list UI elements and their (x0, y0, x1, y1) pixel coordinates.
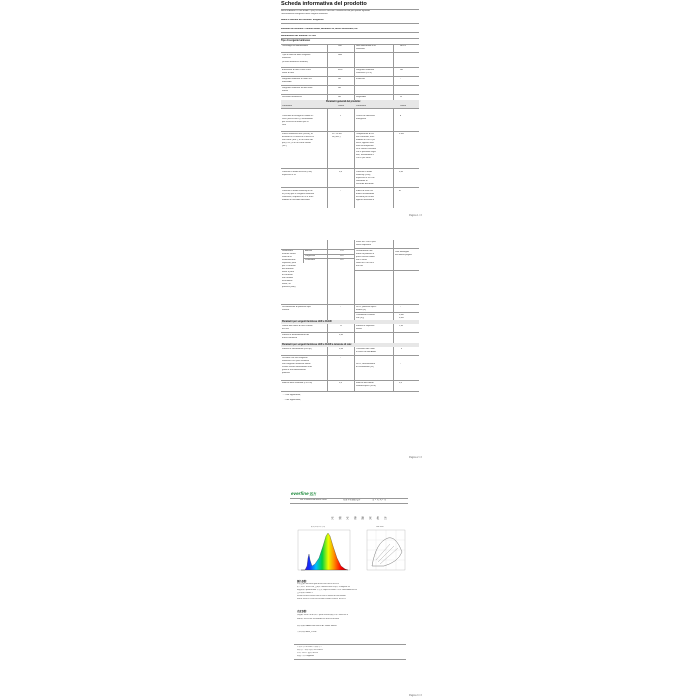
mains-label-2: Coerenza dei colori (356, 348, 375, 350)
footer-line: 产品型号: GT-002 产品编号: - (297, 646, 322, 648)
param-label-2: tondata ai 100 K più (356, 139, 376, 141)
footer-line: 温度: 25.0℃ 湿度: 60.0% (297, 652, 319, 654)
led-value: 0,90 (339, 334, 344, 336)
param-label-2: vallo di temperatu- (356, 145, 374, 147)
spectrum-curve (301, 533, 348, 570)
mains-heading: Parametri per sorgenti luminose LED e OLED a tensione di rete: (282, 343, 352, 346)
param-value-2: 3.000 (399, 133, 405, 135)
param-label-2: oppure intervallo di (356, 199, 375, 201)
param-label-2: 100 K più vicini (356, 157, 371, 159)
rule (281, 38, 419, 39)
mains-label: luminosa LED può sostituire (282, 360, 310, 362)
equiv-value-2: - (400, 306, 401, 308)
rule (281, 391, 419, 392)
col-rule (393, 108, 394, 208)
led-label-2: venza (356, 328, 362, 330)
type-label: luminosa (282, 57, 291, 59)
type-label: A tensione di rete o non a ten- (282, 69, 312, 71)
dims-value: 110 (340, 259, 344, 261)
rule (290, 503, 408, 504)
type-label: (o altra interfaccia elettrica) (282, 61, 309, 63)
type-label-2b: connessa (CLS) (356, 72, 372, 74)
color-param-line: 相关色温: Tc=2973K 主波长: λd=583.1nm 色纯度: Purity=56.3% (297, 586, 351, 588)
spectrum-plot (293, 526, 353, 576)
col-header: Parametro (282, 105, 293, 107)
footnote: "*": non applicabile; (282, 399, 301, 401)
type-value: No (338, 96, 341, 98)
dims-label: unità di di- (282, 256, 293, 258)
param-label: per eccesso all'intero più vi- (282, 121, 309, 123)
regulation-line-2: l'etichettatura energetica delle sorgenti luminose (281, 13, 328, 15)
type-label: nanza (282, 90, 288, 92)
col-header: Parametro (356, 105, 367, 107)
param-value-2: 80 (399, 190, 402, 192)
type-heading: Tipo di sorgente luminosa: (281, 40, 311, 42)
dims-label: presenti (mm) (282, 286, 296, 288)
model-identifier: Identificativo del modello: GT-002 (281, 35, 316, 37)
param-value: 0,4 (339, 171, 343, 173)
dims-label: esterne senza (282, 253, 296, 255)
photo-param-line: 测试仪器: HAAS-2000 HSPS AC Power Source (297, 625, 337, 627)
param-label-2: all'intero più vicino, (356, 196, 375, 198)
param-label-2: espressa in W e ar- (356, 177, 375, 179)
dims-value: 110 (340, 255, 344, 257)
equiv-label: valente* (282, 309, 290, 311)
type-label: Tecnologia di illuminazione (282, 45, 309, 47)
param-label: ceso (kWh/1000 h), arrotondato (282, 118, 313, 120)
param-label-2: Classe di efficienza (356, 115, 375, 117)
col-header: Valore (400, 105, 407, 107)
mains-value-2: - (400, 363, 401, 365)
type-value-2: No (400, 69, 403, 71)
type-value-2: NDLS (400, 45, 406, 47)
mains-label: una sorgente luminosa fluore- (282, 363, 311, 365)
param-value-2: A (400, 115, 402, 117)
param-label-2: 800 nm (356, 265, 364, 267)
equiv-label-2: Se sì, potenza equiv- (356, 306, 377, 308)
rule (281, 76, 419, 77)
chroma-label: Coordinate cromati- (356, 314, 376, 316)
param-value-2: Vedi immagine (395, 251, 410, 253)
photo-param-line: 电参数: U=220.0V I=0.0383A P=5.40W PF=0.6400 (297, 618, 340, 620)
type-value: MLS (338, 69, 343, 71)
mains-label: potenza (282, 372, 290, 374)
col-rule (354, 240, 355, 392)
col-rule (327, 240, 328, 392)
param-value: ra (360°) (332, 136, 341, 138)
led-label: flusso luminoso (282, 337, 298, 339)
param-label-2: Distribuzione uni- (356, 250, 373, 252)
equiv-value: - (340, 306, 341, 308)
report-page: 第 1 页 共 1 页 (372, 499, 387, 501)
dims-label: di controllo (282, 274, 293, 276)
mains-label: Fattore di sfasamento (cos φ1) (282, 348, 312, 350)
col-rule (393, 240, 394, 392)
page-title: Scheda informativa del prodotto (281, 1, 367, 7)
type-value: N/A (338, 54, 342, 56)
param-label-2: Indice di resa cro- (356, 190, 374, 192)
logo-text: everfine (291, 491, 309, 496)
type-value: No (338, 87, 341, 89)
locus (372, 538, 402, 566)
spectrum-title: 相对光谱功率分布 (311, 526, 326, 528)
mains-value: 0,36 (339, 348, 344, 350)
mains-value: 0,5 (339, 382, 343, 384)
param-label-2: vicini, oppure inter- (356, 142, 375, 144)
logo-cn: 远方 (309, 492, 317, 496)
photo-params-heading: 光度参数: (297, 611, 307, 613)
mains-label: scente senza alimentatore inte- (282, 366, 313, 368)
rule (281, 187, 419, 188)
equiv-label-2: alente (W) (356, 309, 367, 311)
param-label: cino (282, 124, 287, 126)
param-label-2: nte in sfera (356, 259, 367, 261)
color-param-line: R9=11 R10=72 R11=78 R12=64 R13=81 R14=97 R15=73 (297, 598, 346, 600)
param-label: dicando se si riferisce al flusso in (282, 136, 314, 138)
led-value: 11 (340, 325, 343, 327)
rule (354, 248, 419, 249)
param-label-2: lore correlata, arro- (356, 136, 375, 138)
dims-label: per il controllo (282, 265, 296, 267)
rule (281, 332, 419, 333)
mains-label-2: Se sì, dichiarazione (356, 363, 376, 365)
param-label-2: rotondata al (356, 180, 368, 182)
rule (354, 312, 419, 313)
rule (294, 659, 406, 660)
col-header: Valore (338, 105, 345, 107)
param-label: espressa in W (282, 174, 296, 176)
page-number: Pagina 1 / 3 (409, 214, 422, 217)
param-value: 2 (340, 115, 342, 117)
dims-label: zione, se (282, 283, 291, 285)
param-label: (90°) (282, 145, 287, 147)
param-label-2: che è possibile rego- (356, 151, 377, 153)
led-label: tica R9 (282, 328, 289, 330)
rule (281, 108, 419, 109)
chroma-value: 0,403 (399, 317, 405, 319)
color-params-heading: 颜色参数: (297, 581, 307, 583)
dims-key: Altezza (305, 250, 313, 252)
param-label-2: ranza fra 250 nm e (356, 262, 375, 264)
dims-value: 125 (340, 250, 344, 252)
rule (281, 32, 419, 33)
param-label-2: sibile impostare (356, 244, 372, 246)
dims-key: Larghezza (305, 255, 316, 257)
param-label-2: re di colore correlata (356, 148, 376, 150)
rule (281, 168, 419, 169)
led-heading: Parametri per sorgenti luminose LED e OLED: (282, 320, 333, 323)
type-label-2: Regolabile (356, 96, 367, 98)
color-param-line: 显色指数: Ra=81.2 (297, 592, 313, 594)
page-number: Pagina 3 / 3 (409, 694, 422, 697)
param-label-2: Temperatura di co- (356, 133, 375, 135)
param-label: Flusso luminoso utile (Φuse), in- (282, 133, 314, 135)
mains-label-2: di sostituibilità (W) (356, 366, 374, 368)
param-label-2: Potenza in modo (356, 171, 373, 173)
param-label-2: valori IRC che è pos- (356, 241, 377, 243)
color-param-line: 峰值波长: λp=608.0nm 半宽度: Δλp=115.8nm 红色比: Red Ratio=16.9% (297, 589, 358, 591)
type-value-2: Si (400, 96, 402, 98)
led-label: Fattore di mantenimento del (282, 334, 310, 336)
led-value-2: 1,00 (399, 325, 404, 327)
photo-param-line: 光通量: Φ=317.0 lm 光效: η=58.8 lm/W 辐射功率: Φe=0.93 W (297, 614, 349, 616)
dims-label: alimentazione (282, 259, 296, 261)
col-rule (354, 108, 355, 208)
type-value: LED (338, 45, 343, 47)
type-label-2: Non direzionale o di- (356, 45, 377, 47)
report-header: 光谱分析测试报告 (343, 499, 361, 501)
dims-key: Profondità (305, 259, 315, 261)
mains-label: Dichiara che una sorgente (282, 357, 308, 359)
mains-value-2: 0,3 (399, 382, 403, 384)
type-label: Schermo antiriflesso (282, 96, 302, 98)
mains-label-2: stroboscopico (SVM) (356, 385, 377, 387)
rule (281, 355, 419, 356)
grid (367, 530, 405, 570)
footer-line: 测试员: - 测试日期: 2021-08-12 (297, 649, 324, 651)
footer-line: 制造厂商: Kingfisher (297, 655, 315, 657)
report-title: 光 源 光 谱 测 试 报 告 (331, 516, 389, 520)
color-param-line: 色品坐标: x=0.4443 y=0.4031/u'=0.2509 v'=0.5121 (297, 583, 340, 585)
type-value-2: - (400, 78, 401, 80)
rule (281, 304, 419, 305)
dims-label: dell'illumina- (282, 268, 294, 270)
type-label: Sorgente luminosa ad alta lumi- (282, 87, 313, 89)
param-label: Consumo di energia in modo ac- (282, 115, 314, 117)
cie-chart (362, 526, 407, 576)
cie-title: CIE 1931 (376, 526, 384, 528)
type-value: No (338, 78, 341, 80)
dims-label: all'illumina- (282, 280, 293, 282)
rule (281, 85, 419, 86)
param-label: connesse, espressa in W e arro- (282, 196, 314, 198)
dims-label: Dimensioni (282, 250, 293, 252)
param-label: una sfera (360°), in un cono am- (282, 139, 314, 141)
param-label: Potenza in modo acceso (Pon) (282, 171, 312, 173)
param-value-2: nell'ultima pagina (395, 254, 412, 256)
type-label: tonizzabili (282, 81, 292, 83)
param-value: 317 in sfe- (332, 133, 343, 135)
rule (281, 131, 419, 132)
rule (281, 380, 419, 381)
mains-value-2: 4 (401, 348, 403, 350)
everfine-logo (291, 491, 316, 496)
led-label-2: Fattore di sopravvi- (356, 325, 375, 327)
param-label-2: secondo decimale (356, 183, 374, 185)
mains-value: - (340, 357, 341, 359)
equiv-label: Dichiarazione di potenza equi- (282, 306, 312, 308)
led-label: Valore dell'indice di resa croma- (282, 325, 313, 327)
rule (354, 270, 419, 271)
dims-label: separata, parti (282, 262, 296, 264)
param-value-2: 0,90 (399, 171, 404, 173)
regulation-line-1: REGOLAMENTO DELEGATO (UE) 2019/2015 DELLA COMMISSIONE per quanto riguarda (281, 10, 370, 12)
param-label: te (Pnet) per le sorgenti luminose (282, 193, 315, 195)
type-label-2b: rezionale (356, 48, 365, 50)
col-rule (327, 108, 328, 208)
param-value: - (340, 190, 341, 192)
param-label-2: forme di potenza a (356, 253, 375, 255)
footnote: "-": non applicabile; (282, 394, 301, 396)
supplier-address: Indirizzo del fornitore: Prolona GmbH, Bruhmstr 56, 40239 Düsseldorf, DE (281, 28, 358, 30)
spectrum-chart (293, 526, 353, 576)
rule (281, 23, 419, 24)
cie-plot (362, 526, 407, 576)
type-label-2: Sorgente luminosa (356, 69, 375, 71)
mains-label: Metrica dello sfarfallio (Pst LM) (282, 382, 313, 384)
param-label-2: stand-by (Psb), (356, 174, 371, 176)
dims-label: zione e parti (282, 271, 294, 273)
rule (281, 67, 419, 68)
col-rule (303, 249, 304, 263)
mains-label: grato di una determinata (282, 369, 306, 371)
dims-label: non relative (282, 277, 294, 279)
rule (281, 94, 419, 95)
param-label: pio (120°) o in un cono stretto (282, 142, 311, 144)
photo-param-line: 白光分级: ANSI_2700K (297, 631, 317, 633)
type-label: Sorgente luminosa a colori sin- (282, 78, 313, 80)
mains-label-2: in ellissi di MacAdam (356, 351, 377, 353)
type-label-2: Involucro (356, 78, 365, 80)
report-code: SN: EVERFINE-0683-11097 (300, 499, 328, 501)
type-label: sione di rete (282, 72, 294, 74)
page-number: Pagina 2 / 3 (409, 456, 422, 459)
param-label: tondata al secondo decimale (282, 199, 310, 201)
type-label: Tipo di attacco della sorgente (282, 54, 311, 56)
rule (294, 644, 406, 645)
color-param-line: R1=80 R2=89 R3=95 R4=79 R5=79 R6=84 R7=84 R8=60 (297, 595, 346, 597)
mains-label-2: Metrica dell'effetto (356, 382, 374, 384)
param-label-2: lare, arrotondate ai (356, 154, 375, 156)
chroma-label: che (x,y) (356, 317, 365, 319)
param-label: Potenza in modo stand-by in re- (282, 190, 314, 192)
params-heading: Parametri generali del prodotto: (326, 100, 361, 103)
supplier-name: Nome o marchio del fornitore: Kingfisher (281, 19, 324, 21)
param-label-2: matica arrotondato (356, 193, 375, 195)
param-label-2: presa senza riflette- (356, 256, 376, 258)
rule (281, 52, 419, 53)
chroma-value: 0,444 (399, 314, 405, 316)
param-label-2: energetica (356, 118, 367, 120)
